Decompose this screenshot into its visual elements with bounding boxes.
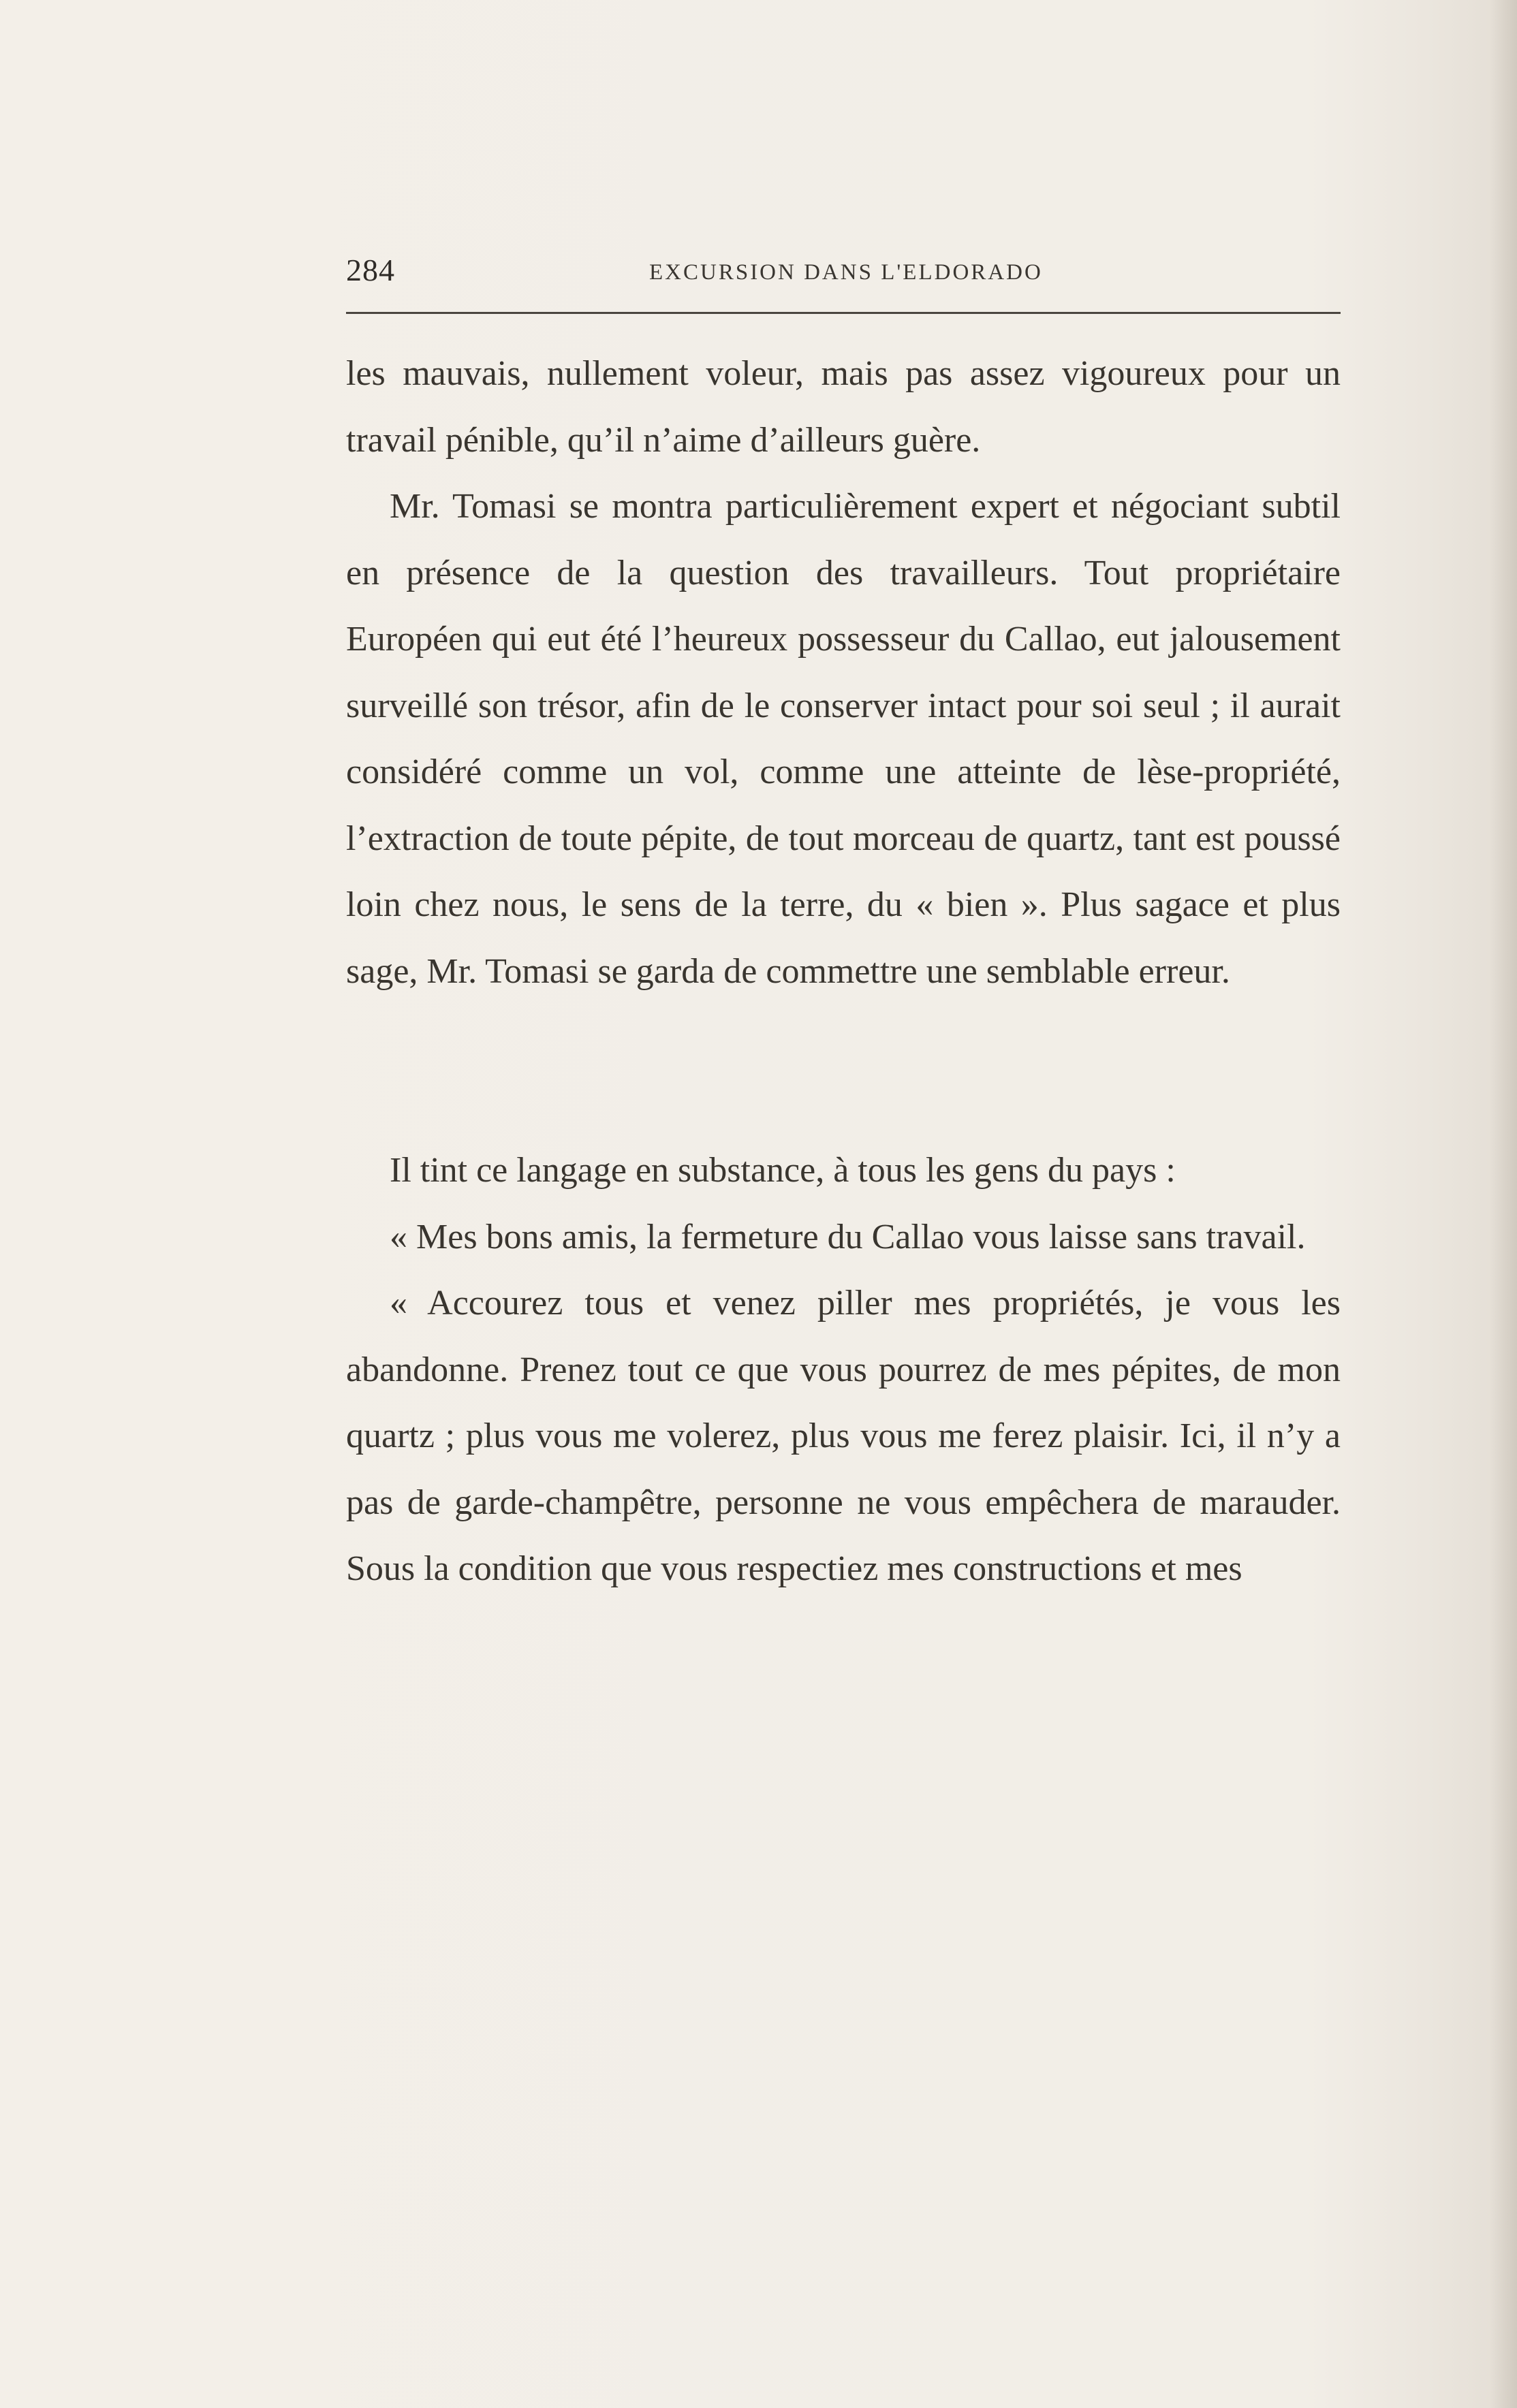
paragraph-3: Il tint ce langage en substance, à tous les gens du pays : [390, 1151, 1176, 1190]
paragraph-5: « Accourez tous et venez piller mes propriétés, je vous les abandonne. Prenez tout ce que vous pourrez de mes pépites, de mon quartz ; plus vous me volerez, plus vous me ferez plaisir. Ici, il n’y a pas de garde-champêtre, personne ne vous empêchera de marauder. Sous la condition que vous respectiez mes constructions et mes [346, 1284, 1341, 1588]
paragraph-2: Mr. Tomasi se montra particulièrement expert et négociant subtil en présence de la question des travailleurs. Tout propriétaire Européen qui eut été l’heureux possesseur du Callao, eut jalousement surveillé son trésor, afin de le conserver intact pour soi seul ; il aurait considéré comme un vol, comme une atteinte de lèse-propriété, l’extraction de toute pépite, de tout morceau de quartz, tant est poussé loin chez nous, le sens de la terre, du « bien ». Plus sagace et plus sage, Mr. Tomasi se garda de commettre une semblable erreur. [346, 487, 1341, 991]
page-number: 284 [346, 253, 395, 287]
page-edge-shadow [1490, 0, 1517, 2408]
body-text [346, 340, 1341, 1602]
page-header [346, 252, 1341, 293]
paragraph-4: « Mes bons amis, la fermeture du Callao vous laisse sans travail. [390, 1217, 1306, 1256]
section-gap [346, 1004, 1341, 1137]
paragraph-1: les mauvais, nullement voleur, mais pas assez vigoureux pour un travail pénible, qu’il n’aime d’ailleurs guère. [346, 354, 1341, 460]
running-title: EXCURSION DANS L'ELDORADO [649, 260, 1043, 285]
header-rule [346, 312, 1341, 314]
